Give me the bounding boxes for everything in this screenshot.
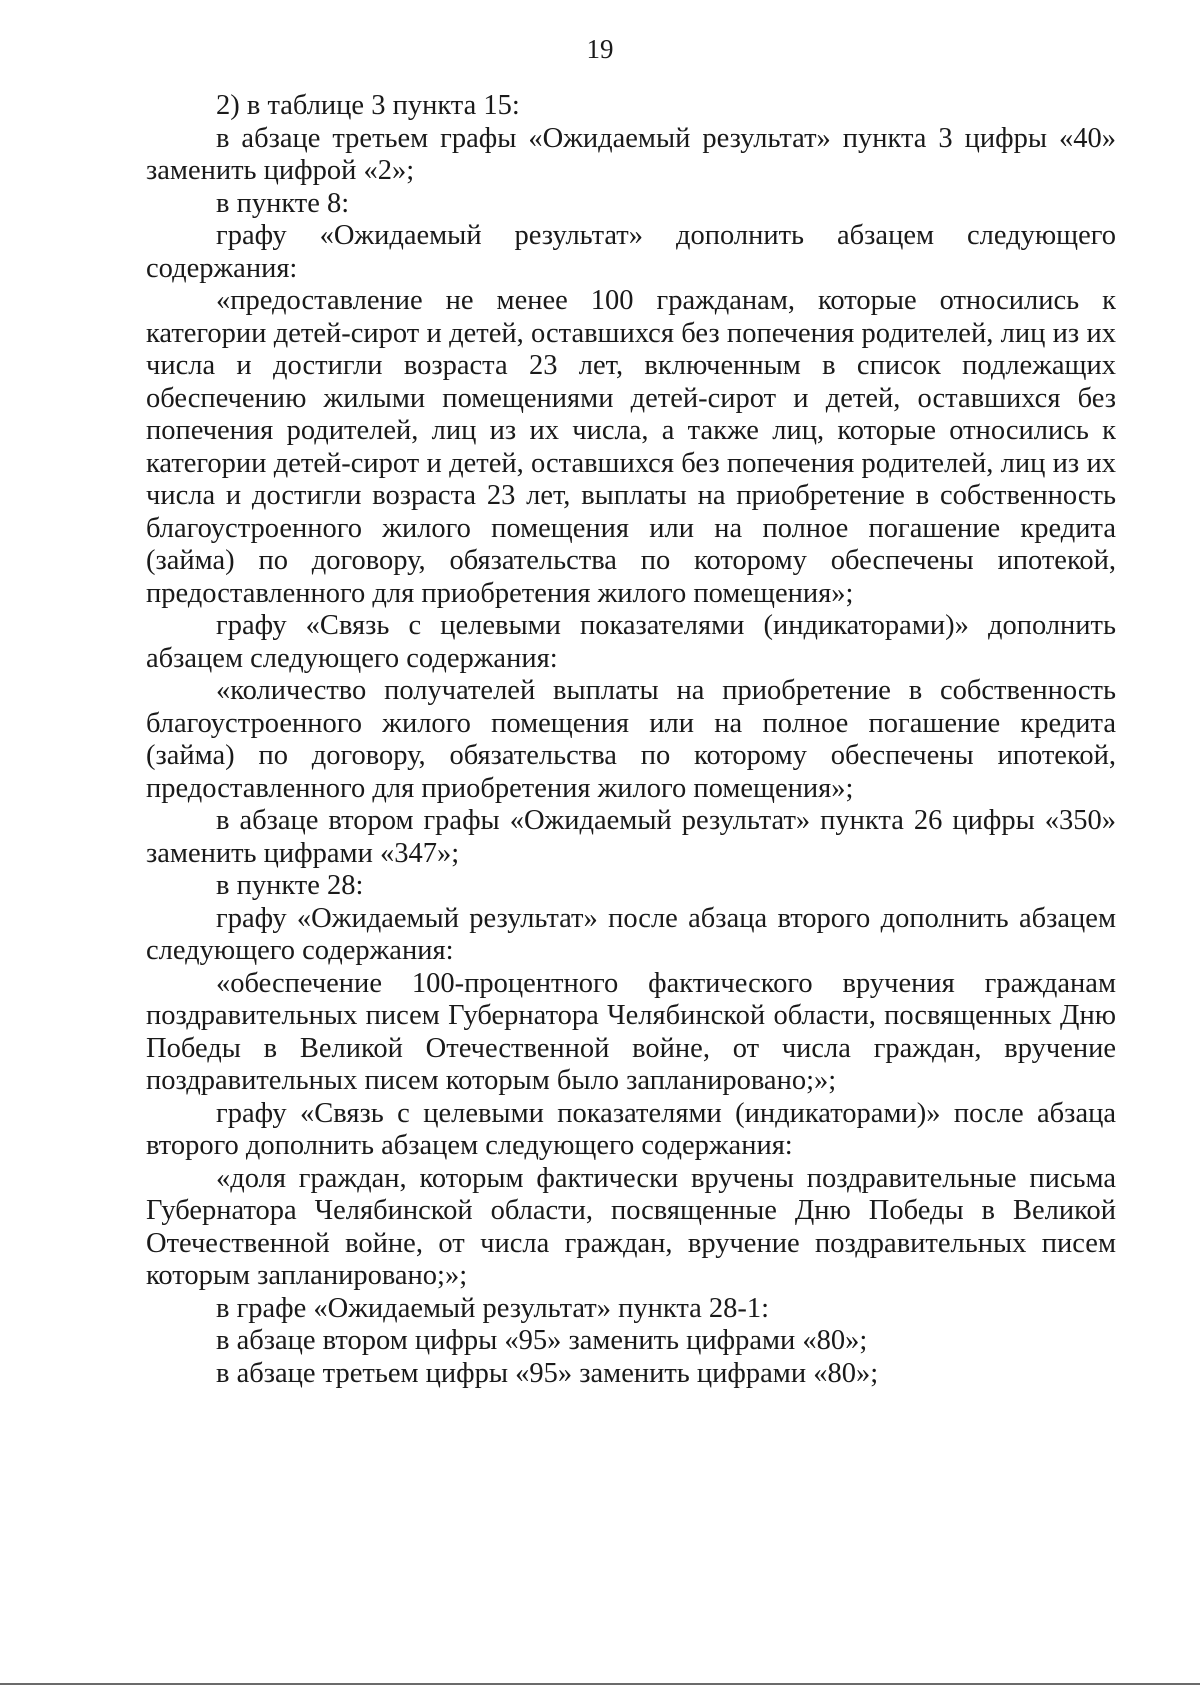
paragraph: графу «Связь с целевыми показателями (индикаторами)» после абзаца второго дополнить абзацем следующего содержания:: [146, 1097, 1116, 1161]
document-body: [146, 90, 1116, 1390]
paragraph: в абзаце втором цифры «95» заменить цифрами «80»;: [216, 1325, 868, 1356]
paragraph: в абзаце третьем цифры «95» заменить цифрами «80»;: [216, 1357, 879, 1389]
paragraph: в пункте 8:: [216, 187, 350, 219]
scan-edge-line: [0, 1683, 1200, 1685]
paragraph: в абзаце третьем графы «Ожидаемый результат» пункта 3 цифры «40» заменить цифрой «2»;: [146, 122, 1116, 186]
paragraph: 2) в таблице 3 пункта 15:: [216, 90, 520, 121]
paragraph: «количество получателей выплаты на приобретение в собственность благоустроенного жилого помещения или на полное погашение кредита (займа) по договору, обязательства по которому обеспечены ипотекой, предоставленного для приобретения жилого помещения»;: [146, 675, 1116, 804]
paragraph: «доля граждан, которым фактически вручены поздравительные письма Губернатора Челябинской области, посвященные Дню Победы в Великой Отечественной войне, от числа граждан, вручение поздравительных писем которым запланировано;»;: [146, 1162, 1116, 1291]
paragraph: в графе «Ожидаемый результат» пункта 28-1:: [216, 1292, 770, 1324]
paragraph: в пункте 28:: [216, 870, 364, 901]
paragraph: «обеспечение 100-процентного фактического вручения гражданам поздравительных писем Губернатора Челябинской области, посвященных Дню Победы в Великой Отечественной войне, от числа граждан, вручение поздравительных писем которым было запланировано;»;: [146, 967, 1116, 1096]
paragraph: «предоставление не менее 100 гражданам, которые относились к категории детей-сирот и детей, оставшихся без попечения родителей, лиц из их числа и достигли возраста 23 лет, включенным в список подлежащих обеспечению жилыми помещениями детей-сирот и детей, оставшихся без попечения родителей, лиц из их числа, а также лиц, которые относились к категории детей-сирот и детей, оставшихся без попечения родителей, лиц из их числа и достигли возраста 23 лет, выплаты на приобретение в собственность благоустроенного жилого помещения или на полное погашение кредита (займа) по договору, обязательства по которому обеспечены ипотекой, предоставленного для приобретения жилого помещения»;: [146, 285, 1116, 609]
paragraph: графу «Ожидаемый результат» дополнить абзацем следующего содержания:: [146, 220, 1116, 284]
paragraph: графу «Связь с целевыми показателями (индикаторами)» дополнить абзацем следующего содержания:: [146, 610, 1116, 674]
paragraph: в абзаце втором графы «Ожидаемый результат» пункта 26 цифры «350» заменить цифрами «347»;: [146, 805, 1116, 869]
paragraph: графу «Ожидаемый результат» после абзаца второго дополнить абзацем следующего содержания:: [146, 902, 1116, 966]
page-number: 19: [586, 34, 614, 64]
